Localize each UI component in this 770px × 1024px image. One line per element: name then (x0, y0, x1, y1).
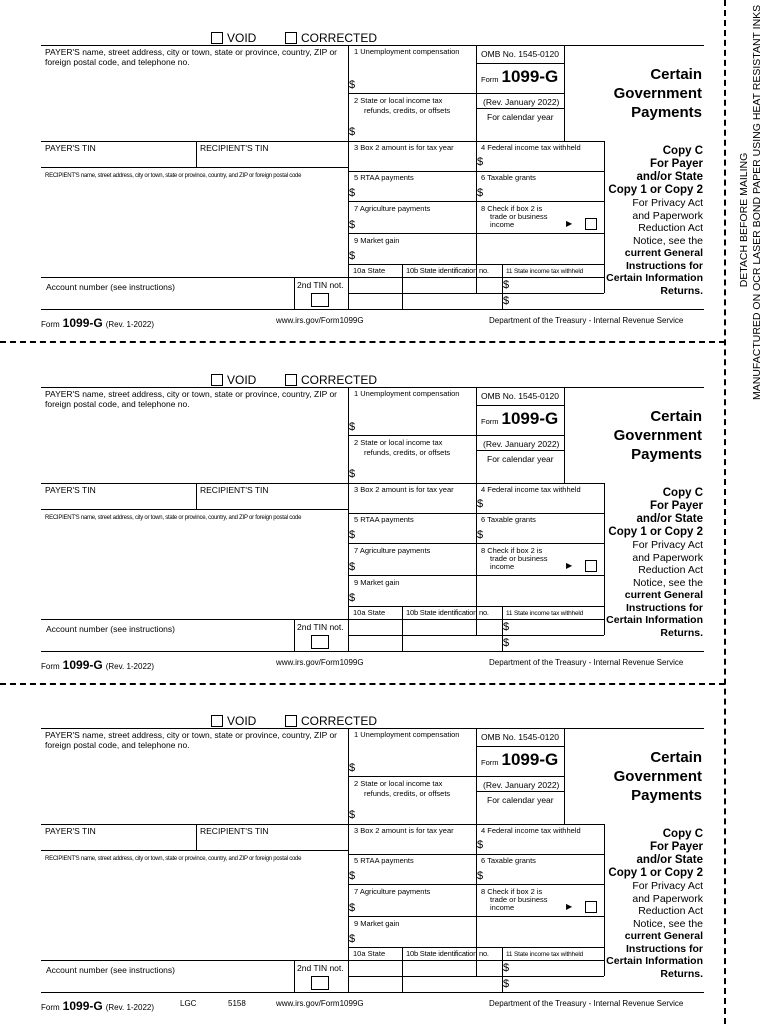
copy-c-line3: and/or State (636, 513, 703, 525)
box7-dollar[interactable]: $ (349, 902, 356, 914)
box4-dollar[interactable]: $ (477, 498, 484, 510)
second-tin-checkbox[interactable] (311, 635, 329, 649)
notice-line3: Reduction Act (638, 905, 703, 917)
box5-dollar[interactable]: $ (349, 529, 356, 541)
box10b-field[interactable] (403, 278, 501, 309)
box5-dollar[interactable]: $ (349, 870, 356, 882)
copy-c-line4: Copy 1 or Copy 2 (608, 526, 703, 538)
copy-c-line3: and/or State (636, 854, 703, 866)
box11-label: 11 State income tax withheld (506, 951, 584, 958)
recipient-name-label: RECIPIENT'S name, street address, city or town, state or province, country, and ZIP or foreign postal code (45, 856, 302, 862)
account-number-field[interactable] (42, 292, 292, 309)
form-copy (0, 342, 725, 683)
void-checkbox[interactable] (211, 715, 223, 727)
box10a-field[interactable] (349, 620, 401, 651)
box10a-field[interactable] (349, 278, 401, 309)
box2-dollar[interactable]: $ (349, 126, 356, 138)
form-title (590, 748, 702, 805)
footer-form-prefix: Form (41, 1003, 60, 1012)
box3-label: 3 Box 2 amount is for tax year (354, 826, 454, 835)
box7-dollar[interactable]: $ (349, 219, 356, 231)
omb-number: OMB No. 1545-0120 (481, 391, 559, 401)
box11-dollar-2[interactable]: $ (503, 637, 510, 649)
recipient-name-field[interactable] (42, 526, 347, 618)
title-line1: Certain (650, 408, 702, 425)
box8-label-3: income (490, 562, 515, 571)
title-line3: Payments (631, 787, 702, 804)
payer-tin-label: PAYER'S TIN (45, 826, 96, 836)
notice-line3: Reduction Act (638, 222, 703, 234)
box2-label-1: 2 State or local income tax (354, 96, 443, 105)
form-title (590, 407, 702, 464)
box4-label: 4 Federal income tax withheld (481, 143, 581, 152)
box3-label: 3 Box 2 amount is for tax year (354, 485, 454, 494)
form-id (481, 67, 558, 87)
box10b-field[interactable] (403, 620, 501, 651)
footer-url[interactable]: www.irs.gov/Form1099G (276, 658, 364, 667)
second-tin-checkbox[interactable] (311, 976, 329, 990)
void-checkbox-group[interactable] (211, 31, 256, 45)
box9-label: 9 Market gain (354, 578, 400, 587)
box2-label-1: 2 State or local income tax (354, 779, 443, 788)
title-line1: Certain (650, 749, 702, 766)
box11-dollar-2[interactable]: $ (503, 978, 510, 990)
notice-line8: Returns. (660, 626, 703, 639)
calendar-year-label: For calendar year (487, 454, 554, 464)
copy-c-line4: Copy 1 or Copy 2 (608, 184, 703, 196)
box4-dollar[interactable]: $ (477, 839, 484, 851)
void-checkbox-group[interactable] (211, 373, 256, 387)
box7-label: 7 Agriculture payments (354, 204, 431, 213)
copy-c-line1: Copy C (662, 828, 703, 840)
payer-name-label: PAYER'S name, street address, city or town, state or province, country, ZIP or foreign postal code, and telephone no. (45, 389, 338, 409)
box1-label: 1 Unemployment compensation (354, 730, 460, 739)
payer-tin-label: PAYER'S TIN (45, 485, 96, 495)
title-line1: Certain (650, 66, 702, 83)
copy-c-line1: Copy C (662, 145, 703, 157)
recipient-tin-label: RECIPIENT'S TIN (200, 143, 269, 153)
title-line2: Government (613, 85, 702, 102)
box2-label-2: refunds, credits, or offsets (364, 106, 451, 115)
box1-label: 1 Unemployment compensation (354, 47, 460, 56)
form-number: 1099-G (501, 409, 559, 428)
form-number: 1099-G (501, 750, 559, 769)
notice-line5: current General (624, 589, 703, 601)
recipient-name-label: RECIPIENT'S name, street address, city or town, state or province, country, and ZIP or foreign postal code (45, 515, 302, 521)
copy-c-block (606, 487, 703, 639)
corrected-checkbox-group[interactable] (285, 31, 377, 45)
box8-label-1: 8 Check if box 2 is (481, 887, 543, 896)
box11-label: 11 State income tax withheld (506, 610, 584, 617)
footer-url[interactable]: www.irs.gov/Form1099G (276, 999, 364, 1008)
title-line3: Payments (631, 104, 702, 121)
cut-line-1 (0, 341, 725, 343)
recipient-name-field[interactable] (42, 184, 347, 276)
box10a-label: 10a State (353, 608, 386, 617)
footer-form-number: 1099-G (62, 316, 103, 330)
second-tin-label: 2nd TIN not. (297, 963, 344, 973)
footer-form-id (41, 999, 154, 1013)
box5-label: 5 RTAA payments (354, 856, 414, 865)
account-number-field[interactable] (42, 634, 292, 651)
box10b-label: 10b State identification no. (406, 608, 489, 617)
box9-dollar[interactable]: $ (349, 250, 356, 262)
box6-label: 6 Taxable grants (481, 515, 536, 524)
copy-c-block (606, 828, 703, 980)
box8-label-3: income (490, 903, 515, 912)
box8-label-1: 8 Check if box 2 is (481, 546, 543, 555)
notice-line6: Instructions for (625, 942, 703, 955)
footer-department: Department of the Treasury - Internal Revenue Service (489, 999, 684, 1008)
title-line2: Government (613, 427, 702, 444)
recipient-name-label: RECIPIENT'S name, street address, city or town, state or province, country, and ZIP or foreign postal code (45, 173, 302, 179)
footer-department: Department of the Treasury - Internal Revenue Service (489, 658, 684, 667)
box2-label-1: 2 State or local income tax (354, 438, 443, 447)
second-tin-label: 2nd TIN not. (297, 280, 344, 290)
box4-dollar[interactable]: $ (477, 156, 484, 168)
notice-line4: Notice, see the (632, 234, 703, 247)
payer-name-label: PAYER'S name, street address, city or town, state or province, country, ZIP or foreign postal code, and telephone no. (45, 730, 338, 750)
calendar-year-label: For calendar year (487, 795, 554, 805)
box8-checkbox[interactable] (585, 218, 597, 230)
box2-label-2: refunds, credits, or offsets (364, 448, 451, 457)
box8-arrow-icon: ▶ (566, 219, 573, 228)
box10b-label: 10b State identification no. (406, 949, 489, 958)
void-label: VOID (227, 714, 257, 728)
payer-name-label: PAYER'S name, street address, city or town, state or province, country, ZIP or foreign postal code, and telephone no. (45, 47, 338, 67)
box9-dollar[interactable]: $ (349, 933, 356, 945)
form-prefix: Form (481, 417, 499, 426)
second-tin-label: 2nd TIN not. (297, 622, 344, 632)
box11-dollar-1[interactable]: $ (503, 621, 510, 633)
payer-name-field[interactable] (42, 412, 347, 482)
recipient-tin-label: RECIPIENT'S TIN (200, 485, 269, 495)
footer-department: Department of the Treasury - Internal Revenue Service (489, 316, 684, 325)
side-note (738, 4, 764, 400)
box8-label-2: trade or business (490, 212, 548, 221)
footer-form-prefix: Form (41, 662, 60, 671)
footer-revision: (Rev. 1-2022) (105, 662, 155, 671)
notice-line2: and Paperwork (632, 551, 703, 564)
void-label: VOID (227, 31, 257, 45)
void-checkbox[interactable] (211, 374, 223, 386)
box11-label: 11 State income tax withheld (506, 268, 584, 275)
corrected-label: CORRECTED (301, 714, 378, 728)
box3-label: 3 Box 2 amount is for tax year (354, 143, 454, 152)
box2-label-2: refunds, credits, or offsets (364, 789, 451, 798)
box10a-label: 10a State (353, 949, 386, 958)
notice-line5: current General (624, 247, 703, 259)
box1-dollar[interactable]: $ (349, 421, 356, 433)
form-title (590, 65, 702, 122)
footer-form-id (41, 316, 154, 330)
notice-line6: Instructions for (625, 259, 703, 272)
corrected-checkbox-group[interactable] (285, 373, 377, 387)
copy-c-block (606, 145, 703, 297)
corrected-label: CORRECTED (301, 31, 378, 45)
footer-form-number: 1099-G (62, 999, 103, 1013)
recipient-name-field[interactable] (42, 867, 347, 959)
box6-dollar[interactable]: $ (477, 529, 484, 541)
box10b-field[interactable] (403, 961, 501, 992)
notice-line2: and Paperwork (632, 209, 703, 222)
box9-label: 9 Market gain (354, 919, 400, 928)
box8-label-2: trade or business (490, 895, 548, 904)
box2-dollar[interactable]: $ (349, 468, 356, 480)
form-prefix: Form (481, 758, 499, 767)
form-copy (0, 0, 725, 341)
corrected-checkbox-group[interactable] (285, 714, 377, 728)
copy-c-line3: and/or State (636, 171, 703, 183)
calendar-year-label: For calendar year (487, 112, 554, 122)
corrected-label: CORRECTED (301, 373, 378, 387)
corrected-checkbox[interactable] (285, 374, 297, 386)
copy-c-line2: For Payer (649, 158, 703, 170)
footer-lgc: LGC (180, 999, 197, 1008)
notice-line4: Notice, see the (632, 576, 703, 589)
box11-dollar-1[interactable]: $ (503, 962, 510, 974)
footer-code: 5158 (228, 999, 246, 1008)
notice-line2: and Paperwork (632, 892, 703, 905)
box10b-label: 10b State identification no. (406, 266, 489, 275)
box6-label: 6 Taxable grants (481, 856, 536, 865)
box2-dollar[interactable]: $ (349, 809, 356, 821)
copy-c-line4: Copy 1 or Copy 2 (608, 867, 703, 879)
corrected-checkbox[interactable] (285, 715, 297, 727)
box6-label: 6 Taxable grants (481, 173, 536, 182)
box8-label-1: 8 Check if box 2 is (481, 204, 543, 213)
footer-url[interactable]: www.irs.gov/Form1099G (276, 316, 364, 325)
form-prefix: Form (481, 75, 499, 84)
corrected-checkbox[interactable] (285, 32, 297, 44)
notice-line7: Certain Information (606, 955, 703, 967)
box11-dollar-2[interactable]: $ (503, 295, 510, 307)
box8-checkbox[interactable] (585, 901, 597, 913)
box6-dollar[interactable]: $ (477, 870, 484, 882)
payer-name-field[interactable] (42, 753, 347, 823)
side-note-line2: MANUFACTURED ON OCR LASER BOND PAPER USING HEAT RESISTANT INKS (751, 4, 763, 400)
box5-label: 5 RTAA payments (354, 173, 414, 182)
box8-label-2: trade or business (490, 554, 548, 563)
second-tin-checkbox[interactable] (311, 293, 329, 307)
cut-line-2 (0, 683, 725, 685)
revision: (Rev. January 2022) (483, 439, 560, 449)
notice-line1: For Privacy Act (632, 880, 703, 892)
footer-form-prefix: Form (41, 320, 60, 329)
notice-line8: Returns. (660, 284, 703, 297)
void-label: VOID (227, 373, 257, 387)
form-copy (0, 683, 725, 1024)
box6-dollar[interactable]: $ (477, 187, 484, 199)
title-line2: Government (613, 768, 702, 785)
box4-label: 4 Federal income tax withheld (481, 826, 581, 835)
box4-label: 4 Federal income tax withheld (481, 485, 581, 494)
copy-c-line1: Copy C (662, 487, 703, 499)
title-line3: Payments (631, 446, 702, 463)
box7-label: 7 Agriculture payments (354, 546, 431, 555)
footer-revision: (Rev. 1-2022) (105, 1003, 155, 1012)
notice-line3: Reduction Act (638, 564, 703, 576)
box8-checkbox[interactable] (585, 560, 597, 572)
notice-line4: Notice, see the (632, 917, 703, 930)
box1-dollar[interactable]: $ (349, 762, 356, 774)
void-checkbox-group[interactable] (211, 714, 256, 728)
box8-arrow-icon: ▶ (566, 561, 573, 570)
omb-number: OMB No. 1545-0120 (481, 732, 559, 742)
form-number: 1099-G (501, 67, 559, 86)
notice-line1: For Privacy Act (632, 539, 703, 551)
notice-line8: Returns. (660, 967, 703, 980)
box5-dollar[interactable]: $ (349, 187, 356, 199)
recipient-tin-label: RECIPIENT'S TIN (200, 826, 269, 836)
box5-label: 5 RTAA payments (354, 515, 414, 524)
account-number-label: Account number (see instructions) (46, 965, 175, 975)
box10a-field[interactable] (349, 961, 401, 992)
payer-tin-label: PAYER'S TIN (45, 143, 96, 153)
box11-dollar-1[interactable]: $ (503, 279, 510, 291)
footer-form-id (41, 658, 154, 672)
form-id (481, 750, 558, 770)
box7-dollar[interactable]: $ (349, 561, 356, 573)
form-id (481, 409, 558, 429)
side-note-line1: DETACH BEFORE MAILING (738, 152, 750, 288)
account-number-field[interactable] (42, 975, 292, 992)
void-checkbox[interactable] (211, 32, 223, 44)
omb-number: OMB No. 1545-0120 (481, 49, 559, 59)
notice-line1: For Privacy Act (632, 197, 703, 209)
footer-form-number: 1099-G (62, 658, 103, 672)
copy-c-line2: For Payer (649, 841, 703, 853)
copy-c-line2: For Payer (649, 500, 703, 512)
box9-label: 9 Market gain (354, 236, 400, 245)
notice-line6: Instructions for (625, 601, 703, 614)
box1-label: 1 Unemployment compensation (354, 389, 460, 398)
box8-label-3: income (490, 220, 515, 229)
notice-line7: Certain Information (606, 614, 703, 626)
account-number-label: Account number (see instructions) (46, 282, 175, 292)
box10a-label: 10a State (353, 266, 386, 275)
revision: (Rev. January 2022) (483, 780, 560, 790)
box8-arrow-icon: ▶ (566, 902, 573, 911)
notice-line7: Certain Information (606, 272, 703, 284)
account-number-label: Account number (see instructions) (46, 624, 175, 634)
payer-name-field[interactable] (42, 70, 347, 140)
box7-label: 7 Agriculture payments (354, 887, 431, 896)
box9-dollar[interactable]: $ (349, 592, 356, 604)
notice-line5: current General (624, 930, 703, 942)
vertical-cut-line (724, 0, 726, 1024)
box1-dollar[interactable]: $ (349, 79, 356, 91)
footer-revision: (Rev. 1-2022) (105, 320, 155, 329)
revision: (Rev. January 2022) (483, 97, 560, 107)
